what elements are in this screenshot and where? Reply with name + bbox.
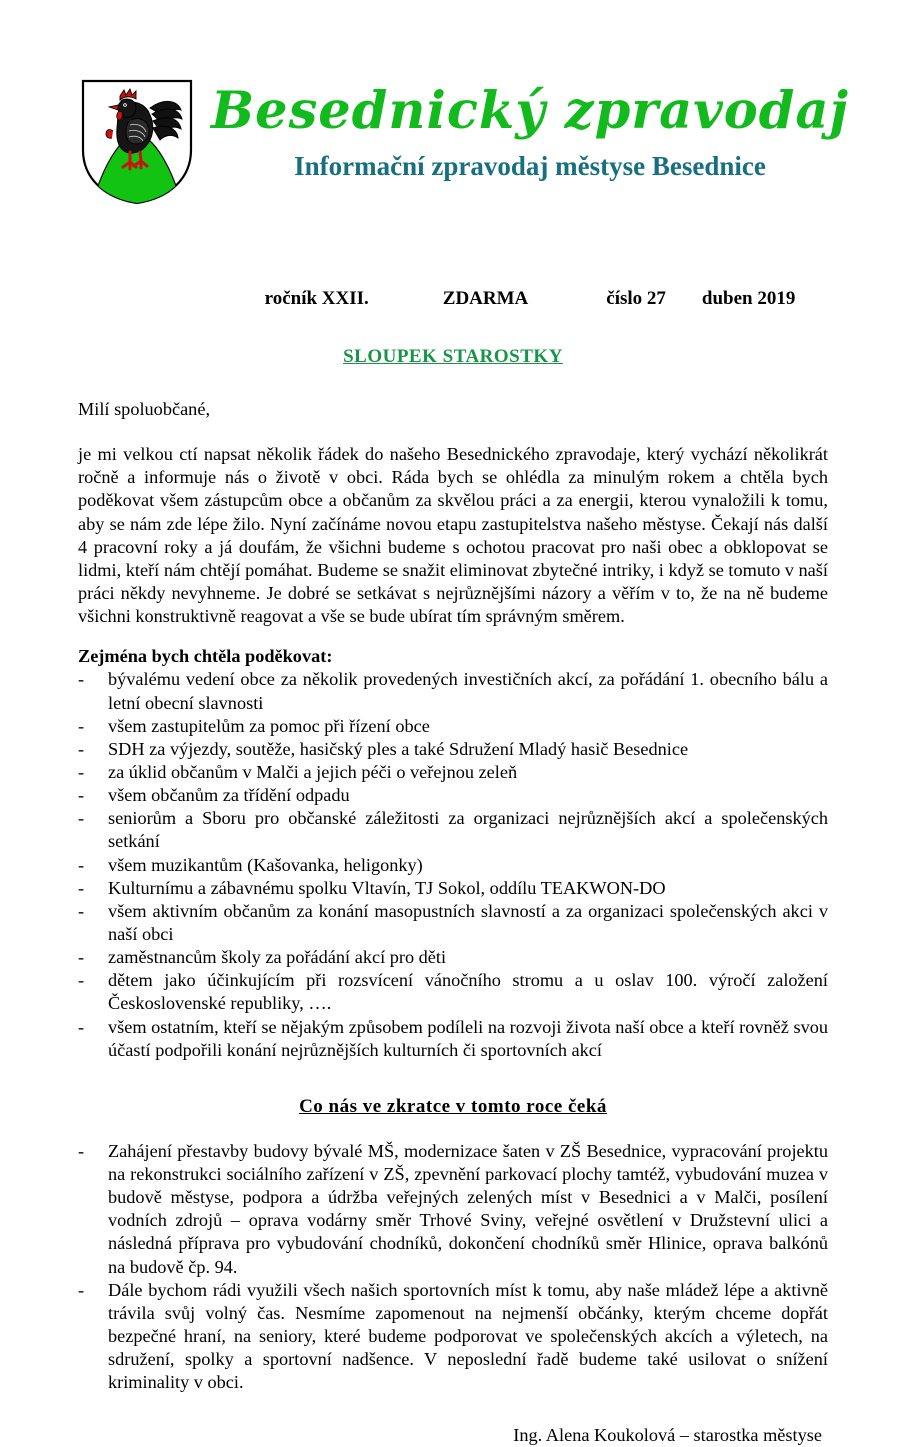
list-item-text: všem muzikantům (Kašovanka, heligonky) [108,854,423,875]
list-item-text: všem zastupitelům za pomoc při řízení obce [108,715,430,736]
list-item-text: Dále bychom rádi využili všech našich sportovních míst k tomu, aby naše mládež lépe a aktivně trávila svůj volný čas. Nesmíme zapomenout na nejmenší občánky, kterým chceme dopřát bezpečné hraní, na seniory, které budeme podporovat ve společenských akcích a výletech, na sdružení, spolky a sportovní nadšence. V neposlední řadě budeme také usilovat o snížení kriminality v obci. [108,1279,828,1393]
list-item-text: všem občanům za třídění odpadu [108,785,350,806]
list-item [78,854,828,877]
list-item [78,784,828,807]
masthead-text-block [200,74,860,182]
intro-paragraph: je mi velkou ctí napsat několik řádek do našeho Besednického zpravodaje, který vychází několikrát ročně a informuje nás o životě v obci. Ráda bych se ohlédla za minulým rokem a chtěla bych poděkovat všem zástupcům obce a občanům za skvělou práci a za energii, kterou vynaložili k tomu, aby se nám zde lépe žilo. Nyní začínáme novou etapu zastupitelstva našeho městyse. Čekají nás další 4 pracovní roky a já doufám, že všichni budeme s ochotou pracovat pro naši obec a obklopovat se lidmi, kteří nám chtějí pomáhat. Budeme se snažit eliminovat zbytečné intriky, i když se tomuto v naší práci někdy nevyhneme. Je dobré se setkávat s nejrůznějšími názory a věřím v to, že na ně budeme všichni konstruktivně reagovat a vše se bude ubírat tím správným směrem. [78,444,828,627]
salutation: Milí spoluobčané, [78,399,211,419]
list-item-text: dětem jako účinkujícím při rozsvícení vánočního stromu a u oslav 100. výročí založení Československé republiky, …. [108,970,828,1014]
list-item-text: Kulturnímu a zábavnému spolku Vltavín, TJ Sokol, oddílu TEAKWON-DO [108,877,666,898]
list-item [78,1279,828,1395]
newsletter-page [0,74,906,1446]
list-item-text: bývalému vedení obce za několik provedených investičních akcí, za pořádání 1. obecního bálu a letní obecní slavnosti [108,669,828,713]
list-item [78,715,828,738]
thanks-list [78,668,828,1061]
section-heading-mayor-column: SLOUPEK STAROSTKY [343,346,563,367]
issue-number: číslo 27 [606,288,666,309]
document-body [78,346,828,1447]
besednice-coat-of-arms-icon [78,78,196,206]
list-bullet-marker: - [78,947,85,968]
list-item [78,668,828,714]
list-item [78,900,828,946]
list-bullet-marker: - [78,854,85,875]
list-bullet-marker: - [78,900,85,921]
list-bullet-marker: - [78,1016,85,1037]
list-bullet-marker: - [78,761,85,782]
list-item [78,969,828,1015]
list-bullet-marker: - [78,785,85,806]
signature-line: Ing. Alena Koukolová – starostka městyse [513,1425,822,1446]
list-item-text: seniorům a Sboru pro občanské záležitosti za organizaci nejrůznějších akcí a společenských setkání [108,808,828,852]
list-bullet-marker: - [78,738,85,759]
list-item-text: všem ostatním, kteří se nějakým způsobem podíleli na rozvoji života naší obce a kteří rovněž svou účastí podpořili konání nejrůznějších kulturních či sportovních akcí [108,1016,828,1060]
list-item-text: za úklid občanům v Malči a jejich péči o veřejnou zeleň [108,761,518,782]
issue-price: ZDARMA [442,288,529,309]
issue-info-line [200,288,860,310]
list-item-text: všem aktivním občanům za konání masopustních slavností a za organizaci společenských akci v naší obci [108,900,828,944]
masthead [0,74,906,249]
list-item [78,877,828,900]
list-item [78,761,828,784]
list-bullet-marker: - [78,669,85,690]
list-item [78,946,828,969]
list-bullet-marker: - [78,877,85,898]
section-heading-year-outlook: Co nás ve zkratce v tomto roce čeká [299,1095,607,1117]
list-item [78,738,828,761]
list-item [78,1016,828,1062]
list-item-text: SDH za výjezdy, soutěže, hasičský ples a také Sdružení Mladý hasič Besednice [108,738,689,759]
list-bullet-marker: - [78,970,85,991]
issue-date: duben 2019 [701,288,796,309]
list-bullet-marker: - [78,1140,85,1161]
list-bullet-marker: - [78,808,85,829]
paper-subtitle: Informační zpravodaj městyse Besednice [294,151,766,181]
list-item [78,1140,828,1279]
year-outlook-list [78,1140,828,1395]
list-item [78,807,828,853]
list-item-text: zaměstnancům školy za pořádání akcí pro děti [108,947,447,968]
thanks-heading: Zejména bych chtěla poděkovat: [78,646,333,667]
list-bullet-marker: - [78,715,85,736]
list-item-text: Zahájení přestavby budovy bývalé MŠ, modernizace šaten v ZŠ Besednice, vypracování projektu na rekonstrukci sociálního zařízení v ZŠ, zpevnění parkovací plochy tamtéž, vybudování muzea v budově městyse, podpora a údržba veřejných zelených míst v Besednici a v Malči, posílení vodních zdrojů – oprava vodárny směr Trhové Sviny, veřejné osvětlení v Družstevní ulici a následná příprava pro vybudování chodníků, dokončení chodníků směr Hlinice, oprava balkónů na budově čp. 94. [108,1140,828,1277]
paper-title: Besednický zpravodaj [211,81,849,141]
list-bullet-marker: - [78,1279,85,1300]
issue-volume: ročník XXII. [264,288,369,309]
